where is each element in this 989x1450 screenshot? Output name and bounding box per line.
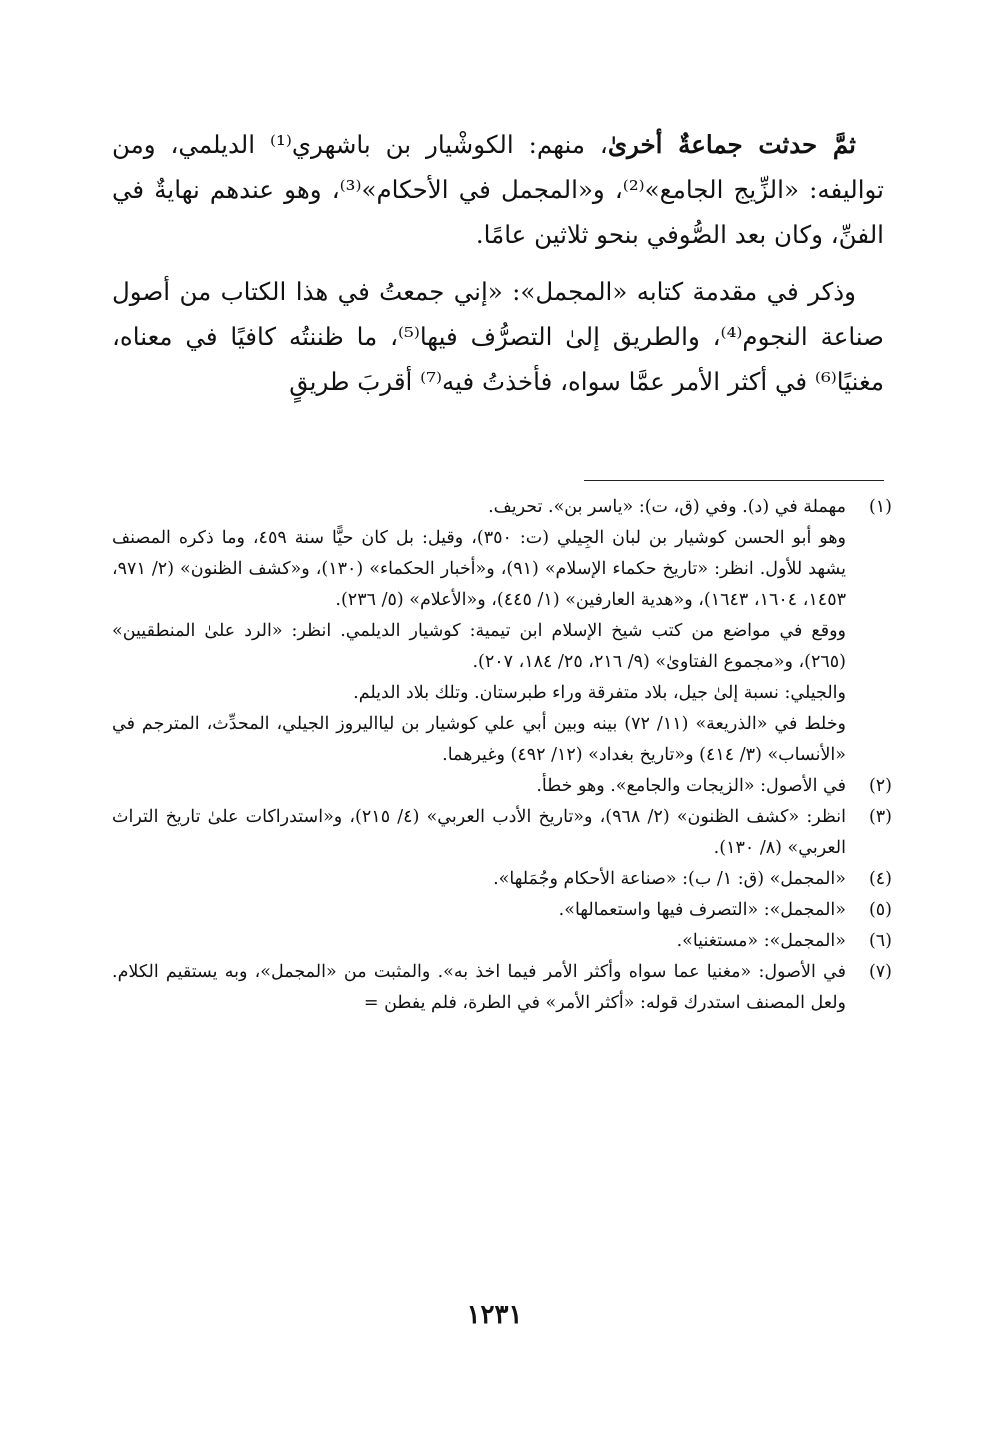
- footnote-text: [112, 492, 846, 771]
- footnote-1: [112, 492, 892, 771]
- footnote-4: [112, 864, 892, 895]
- footnote-text: «المجمل»: «التصرف فيها واستعمالها».: [558, 900, 846, 920]
- footnote-number: (٦): [868, 931, 892, 951]
- footnote-number: (٥): [868, 900, 892, 920]
- footnote-text: انظر: «كشف الظنون» (٢/ ٩٦٨)، و«تاريخ الأدب العربي» (٤/ ٢١٥)، و«استدراكات علىٰ تاريخ التراث العربي» (٨/ ١٣٠).: [112, 807, 846, 858]
- footnote-6: [112, 926, 892, 957]
- footnote-number: (٢): [868, 776, 892, 796]
- page-number: ١٢٣١: [466, 1300, 523, 1330]
- footnote-text: «المجمل»: «مستغنيا».: [676, 931, 846, 951]
- footnote-number: (٧): [868, 962, 892, 982]
- footnote-line: وهو أبو الحسن كوشيار بن لبان الجِيلي (ت: ٣٥٠)، وقيل: بل كان حيًّا سنة ٤٥٩، وما ذكره المصنف يشهد للأول. انظر: «تاريخ حكماء الإسلام» (٩١)، و«أخبار الحكماء» (١٣٠)، و«كشف الظنون» (٢/ ٩٧١، ١٤٥٣، ١٦٠٤، ١٦٤٣)، و«هدية العارفين» (١/ ٤٤٥)، و«الأعلام» (٥/ ٢٣٦).: [112, 528, 846, 610]
- footnote-number: (٤): [868, 869, 892, 889]
- footnote-7: [112, 957, 892, 1019]
- footnote-5: [112, 895, 892, 926]
- main-text: [112, 122, 884, 416]
- paragraph-1-lead: ثمَّ حدثت جماعةٌ أخرىٰ: [607, 130, 856, 159]
- footnote-text: في الأصول: «الزيجات والجامع». وهو خطأ.: [536, 776, 846, 796]
- footnote-2: [112, 771, 892, 802]
- paragraph-2: وذكر في مقدمة كتابه «المجمل»: «إني جمعتُ في هذا الكتاب من أصول صناعة النجوم⁽⁴⁾، والطريق إلىٰ التصرُّف فيها⁽⁵⁾، ما ظننتُه كافيًا في معناه، مغنيًا⁽⁶⁾ في أكثر الأمر عمَّا سواه، فأخذتُ فيه⁽⁷⁾ أقربَ طريقٍ: [112, 277, 884, 396]
- footnote-divider: [584, 480, 884, 481]
- footnote-3: [112, 802, 892, 864]
- footnote-number: (٣): [868, 807, 892, 827]
- footnote-line: مهملة في (د). وفي (ق، ت): «ياسر بن». تحريف.: [488, 497, 846, 517]
- footnotes: [112, 492, 892, 1019]
- footnote-text: «المجمل» (ق: ١/ ب): «صناعة الأحكام وجُمَلها».: [493, 869, 846, 889]
- footnote-line: وخلط في «الذريعة» (١١/ ٧٢) بينه وبين أبي علي كوشيار بن ليااليروز الجيلي، المحدِّث، المترجم في «الأنساب» (٣/ ٤١٤) و«تاريخ بغداد» (١٢/ ٤٩٢) وغيرهما.: [112, 714, 846, 765]
- footnote-line: ووقع في مواضع من كتب شيخ الإسلام ابن تيمية: كوشيار الديلمي. انظر: «الرد علىٰ المنطقيين» (٢٦٥)، و«مجموع الفتاوىٰ» (٩/ ٢١٦، ٢٥/ ١٨٤، ٢٠٧).: [112, 621, 846, 672]
- paragraph-1: [112, 122, 884, 257]
- footnote-number: (١): [868, 497, 892, 517]
- footnote-line: والجيلي: نسبة إلىٰ جيل، بلاد متفرقة وراء طبرستان. وتلك بلاد الديلم.: [353, 683, 846, 703]
- paragraph-1-body: ، منهم: الكوشْيار بن باشهري⁽¹⁾ الديلمي، ومن تواليفه: «الزِّيج الجامع»⁽²⁾، و«المجمل في الأحكام»⁽³⁾، وهو عندهم نهايةٌ في الفنِّ، وكان بعد الصُّوفي بنحو ثلاثين عامًا.: [112, 130, 884, 249]
- footnote-text: في الأصول: «مغنيا عما سواه وأكثر الأمر فيما اخذ به». والمثبت من «المجمل»، وبه يستقيم الكلام. ولعل المصنف استدرك قوله: «أكثر الأمر» في الطرة، فلم يفطن =: [112, 962, 846, 1013]
